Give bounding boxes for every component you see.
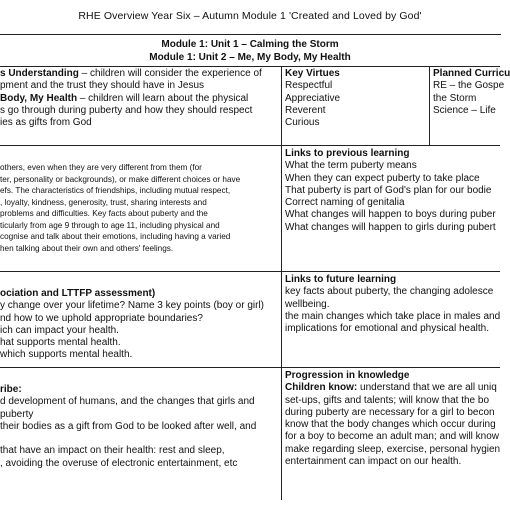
progression-line: entertainment can impact on our health. <box>285 456 462 468</box>
module-unit-2: Module 1: Unit 2 – Me, My Body, My Health <box>149 52 351 63</box>
future-learning-item: the main changes which take place in males and <box>285 310 501 322</box>
row-divider-2 <box>0 271 500 272</box>
understanding-line-lead: s Understanding <box>0 68 79 79</box>
future-learning-item: key facts about puberty, the changing adolesce <box>285 286 494 298</box>
virtue-item: Curious <box>285 117 320 129</box>
previous-learning-cell <box>285 148 500 234</box>
curriculum-item: RE – the Gospe <box>433 80 505 92</box>
text-line: ter, personality or backgrounds), or make different choices or have <box>0 174 241 184</box>
progression-line: set-ups, gifts and talents; will know that the bo <box>285 394 489 406</box>
text-line: ticularly from age 9 through to age 11, including physical and <box>0 220 220 230</box>
assessment-item: nd how to we uphold appropriate boundaries? <box>0 312 203 324</box>
text-line: problems and difficulties. Key facts about puberty and the <box>0 209 208 218</box>
future-learning-cell <box>285 274 500 335</box>
curriculum-item: Science – Life <box>433 104 496 116</box>
describe-outcomes <box>0 384 280 470</box>
assessment-item: which supports mental health. <box>0 349 133 361</box>
assessment-item: hat supports mental health. <box>0 337 121 349</box>
understanding-line <box>0 80 280 92</box>
unit-understanding-text <box>0 68 280 129</box>
key-virtues-cell <box>285 68 427 129</box>
text-line: others, even when they are very different from them (for <box>0 163 202 172</box>
text-line: cognise and talk about their emotions, including having a varied <box>0 232 231 241</box>
row-divider-module <box>0 66 500 67</box>
curriculum-item: the Storm <box>433 92 477 104</box>
progression-line: during puberty are necessary for a girl to becon <box>285 406 495 418</box>
describe-heading: ribe: <box>0 384 22 395</box>
understanding-line <box>0 68 280 80</box>
row-divider-1 <box>0 145 500 146</box>
column-divider-right <box>429 66 430 145</box>
outcome-line: , avoiding the overuse of electronic entertainment, etc <box>0 457 238 469</box>
assessment-heading: ociation and LTTFP assessment) <box>0 288 156 299</box>
previous-learning-item: What changes will happen to boys during puber <box>285 209 496 221</box>
virtue-item: Respectful <box>285 80 333 92</box>
text-line: efs. The characteristics of friendships, including mutual respect, <box>0 186 231 195</box>
understanding-line <box>0 105 280 117</box>
planned-curriculum-cell <box>433 68 510 117</box>
virtue-item: Reverent <box>285 104 326 116</box>
assessment-item: y change over your lifetime? Name 3 key points (boy or girl) <box>0 300 265 312</box>
text-line: , loyalty, kindness, generosity, trust, sharing interests and <box>0 197 207 207</box>
assessment-questions <box>0 288 280 362</box>
row-divider-3 <box>0 367 500 368</box>
progression-heading: Progression in knowledge <box>285 370 410 381</box>
progression-first-line <box>285 382 500 394</box>
previous-learning-item: Correct naming of genitalia <box>285 197 405 209</box>
planned-curriculum-heading: Planned Curricu <box>433 68 510 79</box>
module-unit-1: Module 1: Unit 1 – Calming the Storm <box>161 39 339 50</box>
key-virtues-heading: Key Virtues <box>285 68 340 79</box>
understanding-line-lead: Body, My Health <box>0 92 78 104</box>
progression-line: make regarding sleep, exercise, personal hygien <box>285 443 501 455</box>
progression-line: know that the body changes which occur during <box>285 419 496 431</box>
previous-learning-item: What changes will happen to girls during pubert <box>285 221 496 233</box>
previous-learning-heading: Links to previous learning <box>285 148 410 159</box>
understanding-line <box>0 93 280 105</box>
document-title: RHE Overview Year Six – Autumn Module 1 'Created and Loved by God' <box>78 10 422 22</box>
assessment-item: ich can impact your health. <box>0 324 119 336</box>
future-learning-item: implications for emotional and physical health. <box>285 323 489 335</box>
understanding-line <box>0 117 280 129</box>
understanding-line-lead: ies as gifts from God <box>0 117 92 129</box>
relationships-text <box>0 162 280 254</box>
outcome-line <box>0 433 280 445</box>
understanding-line-rest: – children will consider the experience of <box>78 68 262 79</box>
understanding-line-rest: – children will learn about the physical <box>77 92 249 104</box>
outcome-line: d development of humans, and the changes that girls and <box>0 396 255 408</box>
outcome-line: their bodies as a gift from God to be looked after well, and <box>0 420 257 432</box>
progression-cell <box>285 370 500 468</box>
column-divider-main <box>281 66 282 500</box>
future-learning-heading: Links to future learning <box>285 274 397 285</box>
understanding-line-lead: s go through during puberty and how they should respect <box>0 104 253 116</box>
outcome-line: that have an impact on their health: rest and sleep, <box>0 445 225 457</box>
progression-line: for a boy to become an adult man; and will know <box>285 431 500 443</box>
children-know-label: Children know: <box>285 382 358 394</box>
previous-learning-item: What the term puberty means <box>285 160 417 172</box>
previous-learning-item: That puberty is part of God's plan for our bodie <box>285 184 492 196</box>
outcome-line: puberty <box>0 408 34 420</box>
previous-learning-item: When they can expect puberty to take place <box>285 172 480 184</box>
future-learning-item: wellbeing. <box>285 298 330 310</box>
understanding-line-lead: pment and the trust they should have in Jesus <box>0 80 205 92</box>
text-line: hen talking about their own and others' feelings. <box>0 243 174 253</box>
progression-first-rest: understand that we are all uniq <box>357 382 497 394</box>
virtue-item: Appreciative <box>285 92 341 104</box>
